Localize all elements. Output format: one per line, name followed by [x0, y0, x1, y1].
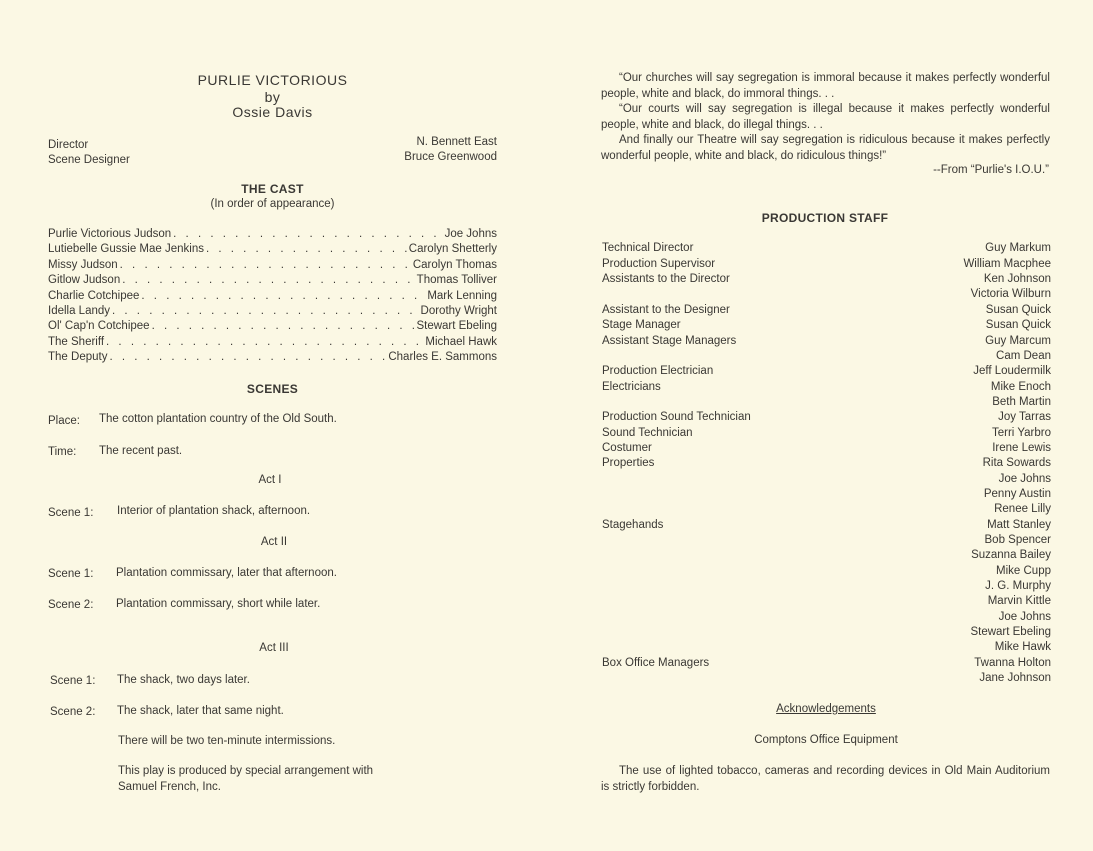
quote-text: “Our courts will say segregation is illegal because it makes perfectly wonderful people, white and black, do illegal things. . .	[601, 103, 1050, 131]
cast-character: Missy Judson	[48, 259, 118, 271]
staff-role: Assistants to the Director	[602, 273, 730, 285]
cast-character: Idella Landy	[48, 305, 111, 317]
cast-actor: Joe Johns	[444, 228, 497, 240]
cast-actor: Stewart Ebeling	[416, 320, 497, 332]
leader-dots	[109, 351, 386, 363]
quote-text: “Our churches will say segregation is immoral because it makes perfectly wonderful people, white and black, do immoral things. . .	[601, 72, 1050, 100]
cast-row	[48, 259, 497, 271]
staff-heading: PRODUCTION STAFF	[761, 211, 889, 225]
staff-role: Costumer	[602, 442, 652, 454]
cast-character: Gitlow Judson	[48, 274, 121, 286]
staff-name: Joe Johns	[998, 611, 1051, 623]
staff-name: Cam Dean	[996, 350, 1051, 362]
staff-name: William Macphee	[963, 258, 1051, 270]
staff-role: Production Sound Technician	[602, 411, 751, 423]
quote-source: --From “Purlie's I.O.U.”	[933, 164, 1049, 176]
quote-paragraph	[601, 133, 1050, 164]
arrangement-note: Samuel French, Inc.	[118, 781, 221, 793]
scene-label: Scene 1:	[48, 568, 94, 580]
staff-role: Technical Director	[602, 242, 694, 254]
cast-subheading: (In order of appearance)	[210, 198, 335, 210]
cast-character: Charlie Cotchipee	[48, 290, 140, 302]
staff-name: Victoria Wilburn	[970, 288, 1051, 300]
cast-actor: Carolyn Shetterly	[408, 243, 497, 255]
cast-row	[48, 351, 497, 363]
staff-name: Guy Marcum	[985, 335, 1051, 347]
staff-name: Suzanna Bailey	[971, 549, 1051, 561]
scene-text: Plantation commissary, short while later.	[116, 598, 321, 610]
scene-text: The shack, later that same night.	[117, 705, 284, 717]
cast-row	[48, 290, 497, 302]
cast-row	[48, 320, 497, 332]
staff-name: Beth Martin	[992, 396, 1051, 408]
acknowledgement-entry: Comptons Office Equipment	[754, 734, 898, 746]
staff-name: Irene Lewis	[992, 442, 1051, 454]
scene-label: Scene 2:	[50, 706, 96, 718]
scene-text: Plantation commissary, later that afternoon.	[116, 567, 337, 579]
staff-role: Stage Manager	[602, 319, 681, 331]
cast-character: Ol' Cap'n Cotchipee	[48, 320, 150, 332]
staff-role: Electricians	[602, 381, 661, 393]
arrangement-note: This play is produced by special arrangement with	[118, 765, 374, 777]
staff-role: Properties	[602, 457, 655, 469]
cast-character: The Sheriff	[48, 336, 105, 348]
scene-text: Interior of plantation shack, afternoon.	[117, 505, 311, 517]
intermissions-note: There will be two ten-minute intermissions.	[118, 735, 336, 747]
credit-role: Director	[48, 139, 89, 151]
scene-text: The shack, two days later.	[117, 674, 250, 686]
act-heading: Act II	[260, 536, 288, 548]
credit-role: Scene Designer	[48, 154, 130, 166]
play-title: PURLIE VICTORIOUS	[197, 72, 348, 88]
scene-label: Scene 1:	[48, 507, 94, 519]
scenes-heading: SCENES	[246, 382, 299, 396]
cast-character: Lutiebelle Gussie Mae Jenkins	[48, 243, 204, 255]
act-heading: Act III	[259, 642, 289, 654]
play-by: by	[264, 89, 281, 105]
staff-name: Joe Johns	[998, 473, 1051, 485]
staff-name: Penny Austin	[983, 488, 1051, 500]
cast-heading: THE CAST	[241, 182, 304, 196]
cast-row	[48, 274, 497, 286]
place-label: Place:	[48, 415, 80, 427]
staff-name: Jeff Loudermilk	[973, 365, 1051, 377]
leader-dots	[112, 305, 418, 317]
staff-name: Mike Hawk	[994, 641, 1051, 653]
staff-role: Production Electrician	[602, 365, 714, 377]
staff-name: Marvin Kittle	[987, 595, 1051, 607]
act-heading: Act I	[258, 474, 282, 486]
cast-character: The Deputy	[48, 351, 108, 363]
place-text: The cotton plantation country of the Old South.	[99, 413, 337, 425]
staff-name: Susan Quick	[985, 319, 1051, 331]
leader-dots	[120, 259, 411, 271]
notice-text: The use of lighted tobacco, cameras and recording devices in Old Main Auditorium is strictly forbidden.	[601, 765, 1050, 793]
staff-name: Joy Tarras	[998, 411, 1051, 423]
leader-dots	[141, 290, 425, 302]
staff-name: Mike Enoch	[990, 381, 1051, 393]
staff-name: Matt Stanley	[987, 519, 1051, 531]
staff-name: Guy Markum	[985, 242, 1051, 254]
leader-dots	[173, 228, 442, 240]
cast-actor: Charles E. Sammons	[388, 351, 497, 363]
staff-role: Assistant to the Designer	[602, 304, 730, 316]
staff-name: Mike Cupp	[996, 565, 1051, 577]
staff-name: Renee Lilly	[994, 503, 1051, 515]
cast-actor: Thomas Tolliver	[416, 274, 497, 286]
cast-actor: Dorothy Wright	[420, 305, 497, 317]
leader-dots	[152, 320, 415, 332]
cast-actor: Carolyn Thomas	[412, 259, 497, 271]
leader-dots	[206, 243, 407, 255]
staff-name: Rita Sowards	[982, 457, 1051, 469]
quote-paragraph	[601, 102, 1050, 133]
staff-name: Jane Johnson	[979, 672, 1051, 684]
quote-paragraph	[601, 71, 1050, 102]
staff-name: Susan Quick	[985, 304, 1051, 316]
cast-character: Purlie Victorious Judson	[48, 228, 172, 240]
scene-label: Scene 2:	[48, 599, 94, 611]
staff-name: Terri Yarbro	[991, 427, 1051, 439]
credit-name: Bruce Greenwood	[404, 151, 497, 163]
staff-role: Sound Technician	[602, 427, 693, 439]
quote-text: And finally our Theatre will say segregation is ridiculous because it makes perfectly wonderful people, white and black, do ridiculous things!”	[601, 134, 1050, 162]
staff-role: Stagehands	[602, 519, 664, 531]
credit-name: N. Bennett East	[416, 136, 497, 148]
staff-name: Twanna Holton	[974, 657, 1051, 669]
staff-name: J. G. Murphy	[985, 580, 1051, 592]
scene-label: Scene 1:	[50, 675, 96, 687]
staff-role: Production Supervisor	[602, 258, 716, 270]
leader-dots	[106, 336, 423, 348]
staff-role: Assistant Stage Managers	[602, 335, 737, 347]
acknowledgements-heading: Acknowledgements	[776, 703, 876, 715]
cast-actor: Michael Hawk	[425, 336, 497, 348]
cast-row	[48, 336, 497, 348]
staff-name: Bob Spencer	[984, 534, 1051, 546]
time-label: Time:	[48, 446, 77, 458]
time-text: The recent past.	[99, 445, 183, 457]
staff-name: Ken Johnson	[983, 273, 1051, 285]
leader-dots	[122, 274, 414, 286]
notice-paragraph	[601, 764, 1050, 795]
cast-row	[48, 243, 497, 255]
cast-row	[48, 228, 497, 240]
staff-name: Stewart Ebeling	[970, 626, 1051, 638]
cast-actor: Mark Lenning	[427, 290, 497, 302]
play-author: Ossie Davis	[232, 104, 313, 120]
cast-row	[48, 305, 497, 317]
staff-role: Box Office Managers	[602, 657, 710, 669]
